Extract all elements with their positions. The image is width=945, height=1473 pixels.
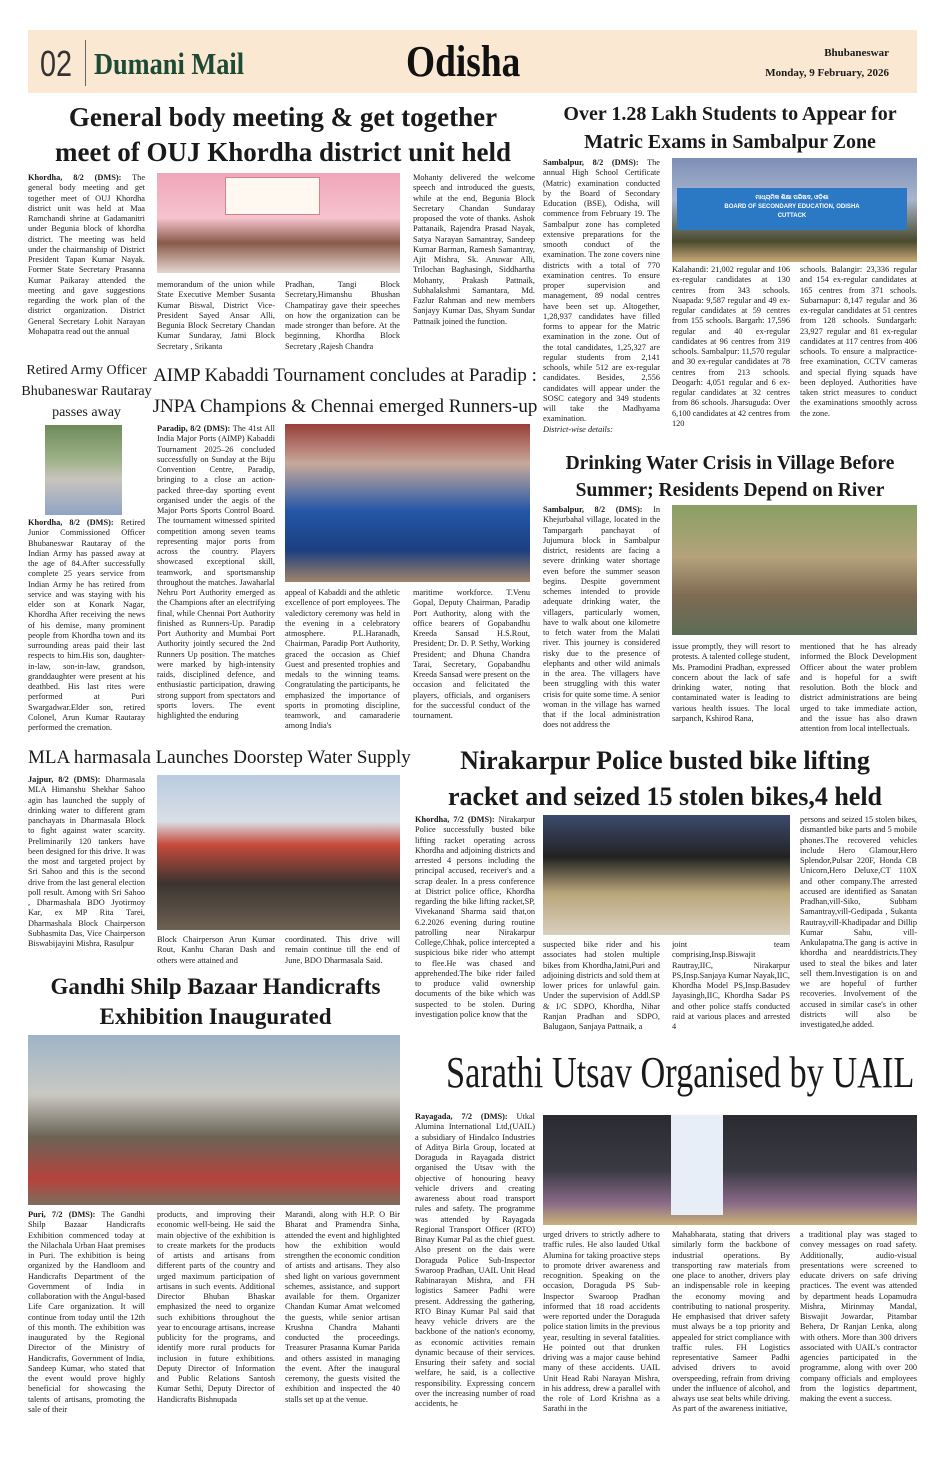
headline-line: MLA harmasala Launches Doorstep Water Supply	[28, 747, 411, 768]
headline-ouj-meeting	[28, 100, 538, 170]
article-column	[28, 1210, 145, 1438]
article-column	[800, 642, 917, 740]
article-column	[543, 158, 660, 445]
headline-line: racket and seized 15 stolen bikes,4 held	[447, 782, 883, 811]
divider	[85, 40, 86, 86]
body-text: Pradhan, Tangi Block Secretary,Himanshu Bhushan Champatiray gave their speeches on how the organization can be made stronger than before. At the beginning, Khordha Block Secretary ,Rajesh Chandra	[285, 280, 400, 351]
sign-text: CUTTACK	[777, 213, 807, 219]
article-column	[800, 815, 917, 1040]
body-text: a traditional play was staged to convey messages on road safety. Additionally, audio-visual presentations were screened to educate drivers on safe driving practices. The event was attended by department heads Lopamudra Mishra, Mirinmay Mandal, Biswajit Jowardar, Pitambar Behera, Dr Ranjan Lenka, along with others. More than 300 drivers associated with UAIL's contractor agencies participated in the programme, along with over 200 company officials and employees from the logistics department, making the event a success.	[800, 1230, 917, 1403]
article-column	[285, 280, 400, 353]
photo-bse-board	[672, 158, 917, 262]
body-text: persons and seized 15 stolen bikes, dismantled bike parts and 5 mobile phones.The recovered vehicles include Hero Glamour,Hero Splendor,Pulsar 220F, Honda CB Unicorn,Hero Deluxe,CT 110X and other company.The arrested accused are identified as Sanatan Pradhan,vill-Siko, Subham Samantray,vill-Gedipada , Sukanta Rautray,vill-Khadipadar and Dillip Kumar Sahu, vill-Ankulapatna.The gang is active in khordha and nearddistricts.They used to steal the bikes and later sell them.Investigation is on and we are hopeful of further recoveries. Involvement of the accused in similar case's in other districts will also be investigated,he added.	[800, 815, 917, 1029]
body-text: coordinated. This drive will remain continue till the end of June, BDO Dharmasala Said.	[285, 935, 400, 965]
dateline: Khordha, 8/2 (DMS):	[28, 518, 114, 527]
sign-text: ମାଧ୍ୟମିକ ଶିକ୍ଷା ପରିଷଦ, ଓଡ଼ିଶା	[755, 195, 829, 201]
body-text: Kalahandi: 21,002 regular and 106 ex-regular candidates at 130 centres from 343 schools. Nuapada: 9,587 regular and 49 ex-regular candidates at 59 centres from 155 schools. Bargarh: 17,596 regular and 40 ex-regular candidates at 96 centres from 319 schools. Sambalpur: 11,570 regular and 30 ex-regular candidates at 78 centres from 213 schools. Deogarh: 4,051 regular and 6 ex-regular candidates at 32 centres from 86 schools. Jharsuguda: Over 6,100 candidates at 42 centres from 120	[672, 265, 790, 428]
dateline: Paradip, 8/2 (DMS):	[157, 424, 231, 433]
photo-portrait	[45, 425, 122, 515]
article-column	[800, 1230, 917, 1438]
article-column	[28, 173, 145, 353]
body-text: suspected bike rider and his associates had stolen multiple bikes from Khordha,Jatni,Puri and adjoining districts and sold them at lower prices for unlawful gain. Under the supervision of Addl.SP & I/C SDPO, Khordha, Nihar Ranjan Pradhan and SDPO, Balugaon, Sanjaya Pattnaik, a	[543, 940, 660, 1031]
headline-line: Gandhi Shilp Bazaar Handicrafts	[50, 974, 381, 999]
photo-exhibition	[28, 1035, 400, 1205]
headline-line: Summer; Residents Depend on River	[575, 480, 885, 501]
body-text: Utkal Alumina International Ltd,(UAIL) a subsidiary of Hindalco Industries of Aditya Birla Group, located at Doraguda in Rayagada district organised the Utsav with the objective of honouring heavy vehicle drivers and creating awareness about road transport rules and safety. The programme was attended by Rayagada Regional Transport Officer (RTO) Binay Kumar Pal as the chief guest. Also present on the dais were Doraguda Police Sub-Inspector Swaroop Pradhan, UAIL Unit Head Rabinarayan Mishra, and FH logistics Sameer Padhi were present. Addressing the gathering, RTO Binay Kumar Pal said that heavy vehicle drivers are the backbone of the nation's economy, as economic activities remain dynamic because of their services. Ensuring their safety and social welfare, he said, is a collective responsibility. Expressing concern over the increasing number of road accidents, he	[415, 1112, 535, 1408]
headline-water-crisis	[535, 450, 925, 504]
article-column	[28, 775, 145, 968]
body-text: Nirakarpur Police successfully busted bike lifting racket operating across Khordha and adjoining districts and arrested 4 persons including the principal accused, receiver's and a scrap dealer. In a press conference at District police office, Khordha regarding the bike lifting racket,SP, Vivekanand Sharma said that,on 6.2.2026 evening during routine patrolling near Nirakarpur College,Chhak, police intercepted a suspicious bike rider who attempt to flee.He was chased and apprehended.The bike rider failed to produce valid ownership documents of the bike which was suspected to be stolen. During investigation police know that the	[415, 815, 535, 1019]
safety-banner	[671, 1115, 723, 1215]
sign-text: BOARD OF SECONDARY EDUCATION, ODISHA	[724, 204, 860, 210]
headline-line: AIMP Kabaddi Tournament concludes at Paradip :	[153, 365, 537, 386]
body-text: memorandum of the union while State Executive Member Susanta Kumar Biswal, District Vice-President Sayed Ansar Alli, Begunia Block Secretary Chandan Kumar Sundaray, Jatni Block Secretary , Srikanta	[157, 280, 275, 351]
headline-line: General body meeting & get together	[68, 102, 498, 132]
photo-police-press	[543, 815, 790, 935]
photo-kabaddi-team	[285, 424, 530, 582]
headline-retired-officer	[20, 360, 153, 423]
article-column	[415, 1112, 535, 1438]
dateline: Rayagada, 7/2 (DMS):	[415, 1112, 508, 1121]
body-text: appeal of Kabaddi and the athletic excellence of port employees. The valedictory ceremony was held in the evening in a celebratory atmosphere. P.L.Haranadh, Chairman, Paradip Port Authority, graced the occasion as Chief Guest and presented trophies and medals to the winning teams. Congratulating the participants, he emphasized the importance of sports in promoting discipline, teamwork, and camaraderie among India's	[285, 588, 400, 731]
photo-water-launch	[157, 775, 400, 930]
subheading: District-wise details:	[543, 424, 613, 434]
banner	[225, 177, 320, 215]
article-column	[28, 518, 145, 740]
article-column	[157, 424, 275, 740]
headline-matric-exams	[535, 100, 925, 156]
body-text: In Khejurbahal village, located in the Tampargarh panchayat of Jujumura block in Sambalpur district, residents are facing a severe drinking water shortage even before the summer season begins. Despite government schemes intended to provide adequate drinking water, the villagers, particularly women, have to walk about one kilometre to fetch water from the Malati river. This journey is considered risky due to the presence of elephants and other wild animals in the area. The villagers have been struggling with this water crisis for quite some time. A senior woman in the village has warned that if the local administration does not address the	[543, 505, 660, 730]
dateline: Sambalpur, 8/2 (DMS):	[543, 158, 639, 167]
body-text: Dharmasala MLA Himanshu Shekhar Sahoo agin has launched the supply of drinking water to different gram panchayats in Dharmasala Block to fight against water scarcity. Preliminarily 120 tankers have been designed for this drive. It was the most and targeted project by Sri Sahoo and this is the second drive from the last general election poll result. Among with Sri Sahoo , Dharmashala BDO Jyotirmoy Kar, ex MP Rita Tarei, Dharmashala Block Chairperson Subhasmita Das, Vice Chairperson Biswabijayini Mishra, Rasulpur	[28, 775, 145, 948]
headline-gandhi-shilp	[28, 972, 403, 1032]
article-column	[672, 265, 790, 445]
body-text: schools. Balangir: 23,336 regular and 154 ex-regular candidates at 165 centres from 371 schools. Subarnapur: 8,147 regular and 36 ex-regular candidates at 51 centres from 128 schools. Sundargarh: 23,927 regular and 81 ex-regular candidates at 117 centres from 406 schools. To ensure a malpractice-free examination, CCTV cameras and special flying squads have been deployed. Authorities have taken strict measures to conduct the examinations smoothly across the zone.	[800, 265, 917, 418]
edition-city: Bhubaneswar	[824, 47, 889, 59]
headline-bike-racket	[410, 743, 920, 815]
body-text: products, and improving their economic well-being. He said the main objective of the exhibition is to create markets for the products of artists and artisans from different parts of the country and urged maximum participation of artisans in such events. Additional Director Bhuban Bhaskar emphasized the need to organize such exhibitions throughout the year to encourage artisans, increase publicity for the programs, and identify more rural products for inclusion in future exhibitions. Deputy Director of Information and Public Relations Santosh Kumar Sethi, Deputy Director of Handicrafts Bishnupada	[157, 1210, 275, 1404]
headline-line: JNPA Champions & Chennai emerged Runners-up	[152, 396, 538, 417]
board-sign	[677, 188, 907, 230]
article-column	[285, 588, 400, 740]
body-text: Mahabharata, stating that drivers similarly form the backbone of industrial operations. By transporting raw materials from one place to another, drivers play an indispensable role in keeping the economy moving and contributing to national prosperity. He emphasised that driver safety must always be a top priority and appealed for strict compliance with traffic rules. FH Logistics representative Sameer Padhi advised drivers to avoid overspeeding, refrain from driving under the influence of alcohol, and always use seat belts while driving. As part of the awareness initiative,	[672, 1230, 790, 1414]
article-column	[672, 940, 790, 1040]
body-text: Mohanty delivered the welcome speech and introduced the guests, while at the end, Begunia Block Secretary Chandan Sundaray proposed the vote of thanks. Ashok Pattanaik, Rajendra Prasad Nayak, Satya Narayan Samantray, Sandeep Kumar Barman, Ramesh Samantray, Ajit Mishra, Sk. Anuwar Alli, Trilochan Baghasingh, Siddhartha Mohanty, Prakash Pattnaik, Subhalakshmi Samantara, Md. Fazlur Rahman and new members Sanjayy Kumar Das, Shyam Sundar Pattnaik joined the function.	[413, 173, 535, 326]
headline-water-supply	[28, 745, 411, 771]
article-column	[285, 1210, 400, 1438]
article-column	[413, 173, 535, 353]
headline-sarathi-utsav	[380, 1043, 945, 1103]
body-text: maritime workforce. T.Venu Gopal, Deputy Chairman, Paradip Port Authority, along with the office bearers of Gopabandhu Kreeda Sansad H.S.Rout, President; Dr. D. P. Sethy, Working President; and Dhuna Chandra Tarai, Secretary, Gopabandhu Kreeda Sansad were present on the occasion and felicitated the players, officials, and organisers for the successful conduct of the tournament.	[413, 588, 530, 720]
headline-line: Sarathi Utsav Organised by UAIL	[446, 1048, 915, 1097]
body-text: The annual High School Certificate (Matric) examination conducted by the Board of Secondary Education (BSE), Odisha, will commence from February 19. The Sambalpur zone has completed extensive preparations for the smooth conduct of the examination. The zone covers nine districts with a total of 770 examination centres. To ensure proper supervision and management, 89 nodal centres have been set up. Altogether, 1,28,937 candidates have filled forms to appear for the Matric examination in the zone. Out of the total candidates, 1,25,327 are regular students from 2,141 schools, while 512 are ex-regular candidates. Besides, 2,556 candidates will appear under the SOSC category and 349 students will take the Madhyama examination.	[543, 158, 660, 424]
article-column	[285, 935, 400, 968]
headline-line: Exhibition Inaugurated	[99, 1004, 332, 1029]
newspaper-name: Dumani Mail	[94, 46, 245, 81]
article-column	[543, 940, 660, 1040]
masthead	[28, 30, 917, 93]
headline-line: Matric Exams in Sambalpur Zone	[584, 131, 876, 153]
photo-sarathi-stage	[543, 1115, 917, 1225]
headline-line: Over 1.28 Lakh Students to Appear for	[563, 103, 897, 125]
body-text: Retired Junior Commissioned Officer Bhubaneswar Rautaray of the Indian Army has passed away at the age of 84.After successfully complete 25 years service from Indian Army he has retired from service and was staying with his elder son at Konark Nagar, Khordha After receiving the news of his demise, many prominent people from Khordha town and its surrounding areas paid their last respects to him.His son, daughter-in-law, son-in-law, grandson, granddaughter were present at his deathbed. His last rites were performed at Puri Swargadwar.Elder son, retired Colonel, Arun Kumar Rautaray performed the cremation.	[28, 518, 145, 732]
body-text: The general body meeting and get together meet of OUJ Khordha district unit was held at Maa Ramchandi shrine at Gadamanitri under Begunia block of khordha district. The meeting was held under the chairmanship of District President Tapan Kumar Nayak. Former State Secretary Prasanna Kumar Paikaray attended the meeting and gave suggestions regarding the work plan of the district organization. District General Secretary Lohit Narayan Mohapatra read out the annual	[28, 173, 145, 336]
edition-date: Monday, 9 February, 2026	[765, 67, 889, 79]
article-column	[157, 280, 275, 353]
section-title: Odisha	[406, 37, 521, 86]
body-text: urged drivers to strictly adhere to traffic rules. He also lauded Utkal Alumina for taking proactive steps to promote driver awareness and recognition. Speaking on the occasion, Doraguda PS Sub-Inspector Swaroop Pradhan informed that 18 road accidents were reported under the Doraguda police station limits in the previous year, resulting in several fatalities. He pointed out that drunken driving was a major cause behind many of these accidents. UAIL Unit Head Rabi Narayan Mishra, in his address, drew a parallel with the role of Lord Krishna as a Sarathi in the	[543, 1230, 660, 1414]
body-text: issue promptly, they will resort to protests. A talented college student, Ms. Pramodini Pradhan, expressed concern about the lack of safe drinking water, noting that contaminated water is leading to various health issues. The local sarpanch, Kshirod Rana,	[672, 642, 790, 723]
headline-line: passes away	[52, 405, 121, 420]
body-text: joint team comprising,Insp.Biswajit Rautray,IIC, Nirakarpur PS,Insp.Sanjaya Kumar Nayak,IIC, Khordha Model PS,Insp.Basudev Jayasingh,IIC, Khordha Sadar PS and other police staffs conducted raid at various places and arrested 4	[672, 940, 790, 1031]
body-text: Block Chairperson Arun Kumar Rout, Kanhu Charan Dash and others were attained and	[157, 935, 275, 965]
headline-line: Nirakarpur Police busted bike lifting	[460, 746, 870, 775]
headline-line: Retired Army Officer	[26, 363, 147, 378]
headline-line: meet of OUJ Khordha district unit held	[55, 137, 511, 167]
page-number: 02	[40, 43, 73, 84]
article-column	[413, 588, 530, 740]
body-text: Marandi, along with H.P. O Bir Bharat and Pramendra Sinha, attended the event and highlighted how the exhibition would strengthen the economic condition of artists and artisans. They also shed light on various government schemes, assistance, and support available for them. Organizer Chandan Kumar Amat welcomed the guests, while senior artisan Krushna Chandra Mahanti conducted the proceedings. Treasurer Prasanna Kumar Parida and others assisted in managing the event. After the inaugural ceremony, the guests visited the exhibition and inspected the 40 stalls set up at the venue.	[285, 1210, 400, 1404]
dateline: Khordha, 8/2 (DMS):	[28, 173, 122, 182]
headline-kabaddi	[150, 360, 540, 422]
article-column	[800, 265, 917, 445]
article-column	[672, 642, 790, 740]
photo-women-fetching-water	[672, 505, 917, 635]
dateline: Khordha, 7/2 (DMS):	[415, 815, 495, 824]
article-column	[157, 935, 275, 968]
dateline: Sambalpur, 8/2 (DMS):	[543, 505, 643, 514]
dateline: Puri, 7/2 (DMS):	[28, 1210, 96, 1219]
article-column	[672, 1230, 790, 1438]
body-text: mentioned that he has already informed the Block Development Officer about the water problem and is hopeful for a swift resolution. Both the block and district administrations are being urged to take immediate action, and the issue has also drawn attention from local intellectuals.	[800, 642, 917, 733]
body-text: The Gandhi Shilp Bazaar Handicrafts Exhibition commenced today at the Nilachala Urban Haat premises in Puri. The exhibition is being organized by the Handloom and Handicrafts Department of the Government of India in collaboration with the Angul-based Life Care organization. It will continue from today until the 12th of this month. The exhibition was inaugurated by the Regional Director of the Ministry of Handicrafts, Government of India, Sandeep Kumar, who stated that the event would prove highly beneficial for showcasing the talents of artisans, promoting the sale of their	[28, 1210, 145, 1414]
article-column	[543, 505, 660, 740]
dateline: Jajpur, 8/2 (DMS):	[28, 775, 101, 784]
headline-line: Bhubaneswar Rautaray	[21, 384, 152, 399]
article-column	[415, 815, 535, 1040]
photo-ouj-meeting	[157, 173, 400, 273]
headline-line: Drinking Water Crisis in Village Before	[565, 453, 895, 474]
article-column	[157, 1210, 275, 1438]
body-text: The 41st All India Major Ports (AIMP) Kabaddi Tournament 2025–26 concluded successfully on Sunday at the Biju Convention Centre, Paradip, bringing to a close an action-packed three-day sporting event organised under the aegis of the Major Ports Sports Control Board. The tournament witnessed spirited competition among seven teams representing major ports from across the country. Players showcased exceptional skill, teamwork, and sportsmanship throughout the matches. Jawaharlal Nehru Port Authority emerged as the Champions after an electrifying final, while Chennai Port Authority finished as Runners-Up. Paradip Port Authority and Mumbai Port Authority jointly secured the 2nd Runners Up position. The matches were marked by high-intensity raids, disciplined defence, and enthusiastic participation, drawing strong support from spectators and sports lovers. The event highlighted the enduring	[157, 424, 275, 720]
article-column	[543, 1230, 660, 1438]
